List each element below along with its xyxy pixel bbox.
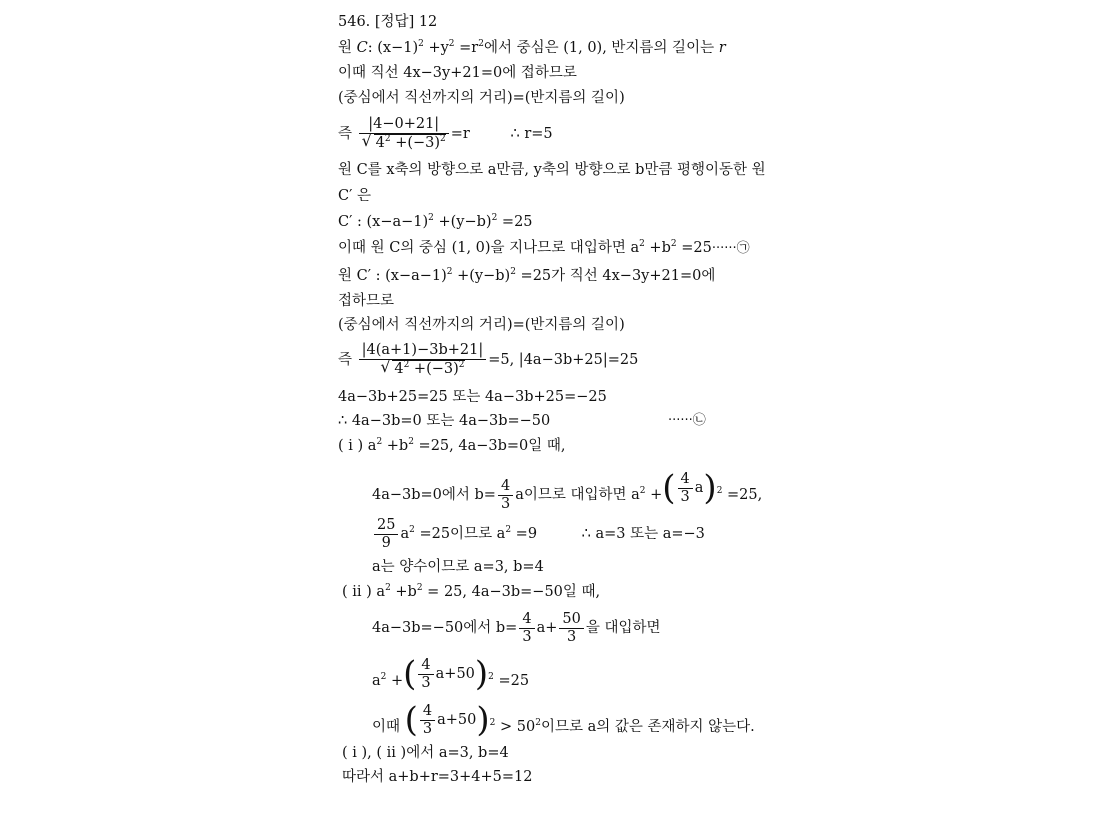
translated-circle-label: C′ 은 [338,188,372,204]
case-two-substitution: 4a−3b=−50에서 b= $\frac{4}{3}$ a+ $\frac{50}{3}$ 을 대입하면 [372,610,661,645]
case-one-header: ( ⅰ ) $a^2 +b^2 =25$, 4a−3b=0일 때, [338,437,566,454]
circle-equation-line: 원 C: $(x-1)^2 +y^2 =r^2$에서 중심은 (1, 0), 반지름의 길이는 r [338,39,726,56]
translated-circle-equation: C′ : $(x-a-1)^2 +(y-b)^2 =25$ [338,213,533,230]
case-two-equation: $a^2$ + ( $\frac{4}{3}$ a+50 ) $^2$ =25 [372,654,530,694]
case-two-header: ( ⅱ ) $a^2 +b^2 = 25$, 4a−3b=−50일 때, [342,583,601,600]
distance-formula-line: 즉 |4−0+21| √ $4^2 +(-3)^2$ =r ∴ r=5 [338,114,553,154]
distance-condition-text: (중심에서 직선까지의 거리)=(반지름의 길이) [338,90,625,106]
answer-header: 546. [정답] 12 [338,14,438,30]
tangent-text-continued: 접하므로 [338,293,395,309]
tangent-line-text: 이때 직선 4x−3y+21=0에 접하므로 [338,65,577,81]
distance-fraction: |4−0+21| √ $4^2 +(-3)^2$ [359,116,449,152]
distance-condition-text-2: (중심에서 직선까지의 거리)=(반지름의 길이) [338,317,625,333]
case-one-result: a는 양수이므로 a=3, b=4 [372,559,544,575]
case-one-substitution: 4a−3b=0에서 b= $\frac{4}{3}$ a이므로 대입하면 $a^2$ + ( $\frac{4}{3}$ a ) $^2$ =25, [372,468,763,512]
case-two-conclusion: 이때 ( $\frac{4}{3}$ a+50 ) $^2 > 50^2$이므로 a의 값은 존재하지 않는다. [372,700,755,740]
distance-formula-line-2: 즉 |4(a+1)−3b+21| √ $4^2 +(-3)^2$ =5, |4a−3b+25|=25 [338,340,638,380]
equation-one-line: 이때 원 C의 중심 (1, 0)을 지나므로 대입하면 $a^2 +b^2$ =25······㉠ [338,239,750,256]
translation-text: 원 C를 x축의 방향으로 a만큼, y축의 방향으로 b만큼 평행이동한 원 [338,162,766,178]
distance-fraction-2: |4(a+1)−3b+21| √ $4^2 +(-3)^2$ [359,342,487,378]
absolute-value-cases: 4a−3b+25=25 또는 4a−3b+25=−25 [338,389,607,405]
case-one-solve: $\frac{25}{9}$ $a^2 =25$이므로 $a^2 =9$ ∴ a=3 또는 a=−3 [372,514,705,554]
tangent-condition-line: 원 C′ : $(x-a-1)^2 +(y-b)^2 =25$가 직선 4x−3y+21=0에 [338,267,716,284]
equation-two-line: ∴ 4a−3b=0 또는 4a−3b=−50 ······㉡ [338,413,706,429]
combined-result: ( ⅰ ), ( ⅱ )에서 a=3, b=4 [342,745,509,761]
final-answer: 따라서 a+b+r=3+4+5=12 [342,769,533,785]
